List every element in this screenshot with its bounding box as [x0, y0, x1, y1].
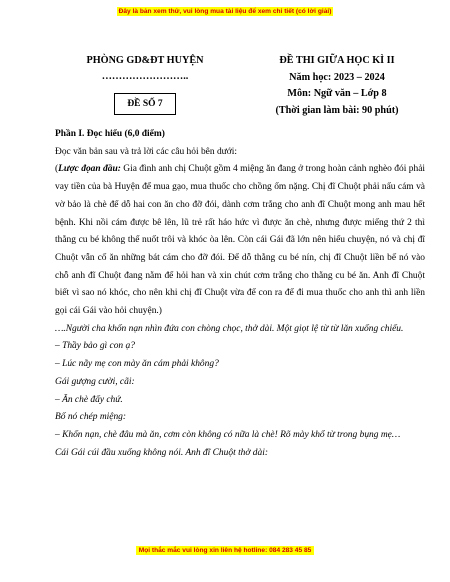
header-left	[60, 53, 230, 115]
document-body	[55, 126, 425, 462]
exam-title: ĐỀ THI GIỮA HỌC KÌ II	[279, 55, 395, 66]
story-line: Bố nó chép miệng:	[55, 412, 127, 423]
story-line: ….Người cha khốn nạn nhìn đứa con chòng chọc, thở dài. Một giọt lệ từ từ lăn xuống chiếu.	[55, 323, 404, 334]
instruction: Đọc văn bản sau và trả lời các câu hỏi bên dưới:	[55, 146, 238, 157]
subject: Môn: Ngữ văn – Lớp 8	[287, 88, 387, 99]
exam-code-box: ĐỀ SỐ 7	[114, 93, 175, 115]
header-right	[232, 53, 442, 119]
duration: (Thời gian làm bài: 90 phút)	[275, 104, 399, 116]
hotline-banner: Mọi thắc mắc vui lòng xin liên hệ hotline: 084 283 45 85	[0, 547, 450, 554]
summary-open: (	[55, 164, 59, 175]
section-title: Phần I. Đọc hiểu (6,0 điểm)	[55, 129, 165, 139]
preview-notice-banner: Đây là bản xem thử, vui lòng mua tài liệu để xem chi tiết (có lời giải)	[118, 8, 332, 15]
story-line: – Ăn chè đấy chứ.	[55, 394, 123, 405]
department-name: PHÒNG GD&ĐT HUYỆN	[86, 55, 204, 66]
summary-label: Lược đọan đầu:	[58, 164, 121, 175]
department-dots: ……………………..	[101, 71, 189, 82]
story-line: – Lúc nãy mẹ con mày ăn cám phải không?	[55, 359, 219, 370]
summary-paragraph	[55, 161, 425, 320]
story-line: Cái Gái cúi đầu xuống không nói. Anh đĩ Chuột thở dài:	[55, 447, 269, 458]
story-line: Gái gượng cười, cãi:	[55, 376, 135, 387]
story-line: – Thầy bảo gì con ạ?	[55, 341, 135, 352]
summary-text: Gia đình anh chị Chuột gồm 4 miệng ăn đang ở trong hoàn cảnh nghèo đói phải vay tiền của bà Huyện để mua gạo, mua thuốc cho chồng ốm nặng. Chị đĩ Chuột phải nấu cám và vờ bảo là chè để dỗ hai con ăn cho đỡ đói, dành cơm trắng cho anh đĩ Chuột mong anh mau hết bệnh. Khi nồi cám được bê lên, lũ trẻ rất háo hức vì được ăn chè, nhưng được miếng thứ 2 thì thằng cu bé không thể nuốt trôi và khóc òa lên. Còn cái Gái đã lớn nên hiểu chuyện, nó và chị đĩ Chuột vẫn cố ăn những bát cám cho đỡ đói. Để dỗ thằng cu bé nín, chị đĩ Chuột liền bế nó vào chỗ anh đĩ Chuột đang nằm để hỏi han và xin chút cơm trắng cho thằng cu bé ăn. Anh đĩ Chuột biết vì sao nó khóc, cho nên khi chị đĩ Chuột vừa để con ra để đi mua thuốc cho anh thì anh liền gọi cái Gái vào hỏi chuyện.)	[55, 164, 425, 317]
school-year: Năm học: 2023 – 2024	[289, 71, 385, 83]
story-line: – Khốn nạn, chè đâu mà ăn, cơm còn không có nữa là chè! Rõ mày khổ từ trong bụng mẹ…	[55, 429, 401, 440]
